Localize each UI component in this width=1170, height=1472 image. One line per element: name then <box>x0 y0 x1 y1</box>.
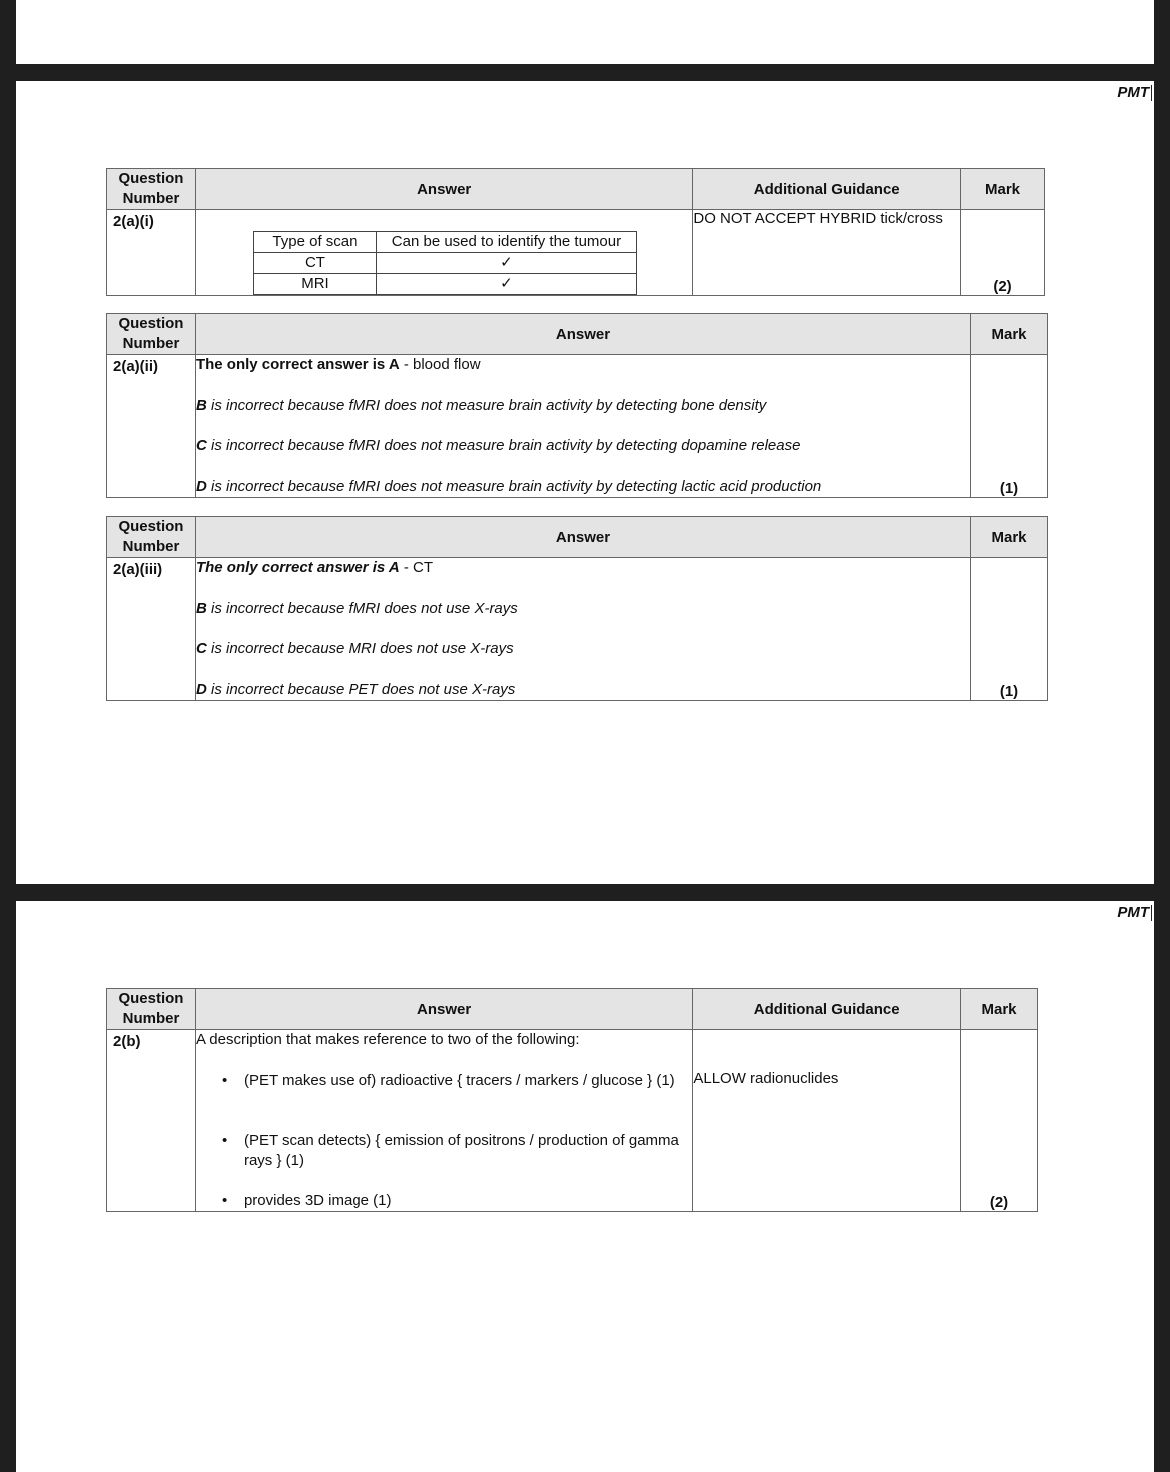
distractor-line <box>196 477 970 497</box>
mark-value: (2) <box>961 210 1045 296</box>
table-2b <box>106 988 1038 1212</box>
question-id: 2(a)(ii) <box>107 355 196 498</box>
bullet-icon: • <box>221 1131 228 1149</box>
option-letter: D <box>195 680 207 698</box>
bullet-text: provides 3D image (1) <box>243 1191 392 1209</box>
tick-mark: ✓ <box>376 274 636 295</box>
header-question-number: Question Number <box>107 169 196 210</box>
header-question-number: Question Number <box>107 517 196 558</box>
header-mark: Mark <box>971 517 1048 558</box>
correct-answer-label: The only correct answer is A <box>195 356 400 373</box>
pmt-tag: PMT <box>1117 85 1152 101</box>
option-text: is incorrect because MRI does not use X-rays <box>206 640 514 657</box>
header-mark: Mark <box>961 989 1038 1030</box>
distractor-line <box>196 599 970 640</box>
question-id: 2(a)(iii) <box>107 558 196 701</box>
correct-answer-text: - CT <box>399 559 433 576</box>
option-text: is incorrect because PET does not use X-rays <box>206 680 516 698</box>
header-question-number: Question Number <box>107 314 196 355</box>
answer-cell <box>195 1030 692 1212</box>
option-text: is incorrect because fMRI does not measure brain activity by detecting bone density <box>206 396 767 414</box>
header-guidance: Additional Guidance <box>693 169 961 210</box>
scan-table <box>253 231 637 295</box>
pmt-tag: PMT <box>1117 905 1152 921</box>
mark-value: (1) <box>971 355 1048 498</box>
header-mark: Mark <box>971 314 1048 355</box>
page-2 <box>16 901 1154 1472</box>
question-id: 2(a)(i) <box>107 210 196 296</box>
header-guidance: Additional Guidance <box>693 989 961 1030</box>
tick-mark: ✓ <box>376 253 636 274</box>
header-answer: Answer <box>195 314 970 355</box>
table-2aii <box>106 313 1048 498</box>
correct-answer-line <box>196 558 970 599</box>
option-letter: B <box>195 396 207 414</box>
scan-type-cell: CT <box>253 253 376 274</box>
header-answer: Answer <box>195 989 692 1030</box>
guidance-cell <box>693 1030 961 1212</box>
scan-table-header: Type of scan <box>253 232 376 253</box>
option-text: is incorrect because fMRI does not use X-rays <box>206 599 518 617</box>
correct-answer-text: - blood flow <box>399 356 481 373</box>
distractor-line <box>196 680 970 700</box>
option-letter: C <box>195 640 207 657</box>
distractor-line <box>196 639 970 680</box>
answer-cell <box>195 558 970 701</box>
answer-cell <box>195 355 970 498</box>
list-item <box>196 1071 692 1131</box>
option-text: is incorrect because fMRI does not measure brain activity by detecting lactic acid production <box>206 477 822 495</box>
table-2aiii <box>106 516 1048 701</box>
previous-page-bottom <box>16 0 1154 64</box>
header-mark: Mark <box>961 169 1045 210</box>
bullet-text: (PET scan detects) { emission of positrons / production of gamma rays } (1) <box>243 1131 679 1169</box>
guidance-cell: DO NOT ACCEPT HYBRID tick/cross <box>693 210 961 296</box>
scan-table-header: Can be used to identify the tumour <box>376 232 636 253</box>
guidance-text: ALLOW radionuclides <box>693 1070 839 1087</box>
mark-value: (1) <box>971 558 1048 701</box>
scan-type-cell: MRI <box>253 274 376 295</box>
list-item <box>196 1191 692 1211</box>
answer-cell <box>195 210 692 296</box>
correct-answer-label: The only correct answer is A <box>195 559 400 576</box>
list-item <box>196 1131 692 1191</box>
question-id: 2(b) <box>107 1030 196 1212</box>
distractor-line <box>196 436 970 477</box>
header-answer: Answer <box>195 517 970 558</box>
answer-intro: A description that makes reference to two of the following: <box>195 1031 580 1048</box>
option-letter: D <box>195 477 207 495</box>
bullet-text: (PET makes use of) radioactive { tracers / markers / glucose } (1) <box>243 1071 675 1089</box>
option-letter: C <box>195 437 207 454</box>
option-letter: B <box>195 599 207 617</box>
correct-answer-line <box>196 355 970 396</box>
header-question-number: Question Number <box>107 989 196 1030</box>
distractor-line <box>196 396 970 437</box>
table-2ai <box>106 168 1045 296</box>
option-text: is incorrect because fMRI does not measure brain activity by detecting dopamine release <box>206 437 801 454</box>
header-answer: Answer <box>195 169 692 210</box>
mark-value: (2) <box>961 1030 1038 1212</box>
bullet-icon: • <box>221 1071 228 1089</box>
bullet-icon: • <box>221 1191 228 1209</box>
page-1 <box>16 81 1154 884</box>
